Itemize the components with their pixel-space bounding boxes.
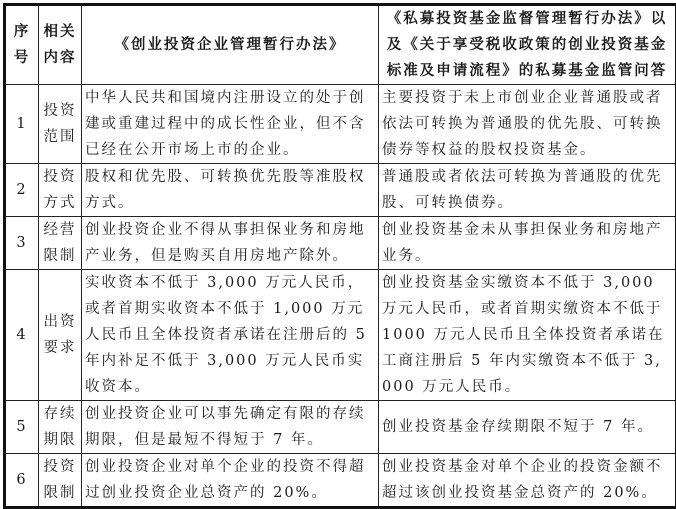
row-right-text: 创业投资基金未从事担保业务和房地产业务。 — [379, 217, 676, 270]
row-no: 5 — [5, 401, 39, 454]
header-col-left: 《创业投资企业管理暂行办法》 — [82, 5, 379, 85]
row-left-text: 创业投资企业对单个企业的投资不得超过创业投资企业总资产的 20%。 — [82, 454, 379, 508]
table-row — [5, 401, 676, 454]
row-right-text: 主要投资于未上市创业企业普通股或者依法可转换为普通股的优先股、可转换债券等权益的股权投资基金。 — [379, 85, 676, 164]
comparison-table — [3, 3, 676, 509]
row-no: 1 — [5, 85, 39, 164]
header-topic: 相关内容 — [39, 5, 82, 85]
row-right-text: 创业投资基金实缴资本不低于 3,000 万元人民币，或者首期实缴资本不低于 1000 万元人民币且全体投资者承诺在工商注册后 5 年内实缴资本不低于 3,000 万元人民币。 — [379, 270, 676, 401]
row-right-text: 创业投资基金对单个企业的投资金额不超过该创业投资基金总资产的 20%。 — [379, 454, 676, 508]
header-row — [5, 5, 676, 85]
table-row — [5, 85, 676, 164]
row-left-text: 创业投资企业不得从事担保业务和房地产业务，但是购买自用房地产除外。 — [82, 217, 379, 270]
row-no: 2 — [5, 164, 39, 217]
row-left-text: 实收资本不低于 3,000 万元人民币，或者首期实收资本不低于 1,000 万元人民币且全体投资者承诺在注册后的 5 年内补足不低于 3,000 万元人民币实收资本。 — [82, 270, 379, 401]
row-no: 4 — [5, 270, 39, 401]
row-topic: 经营限制 — [39, 217, 82, 270]
header-no: 序号 — [5, 5, 39, 85]
row-no: 3 — [5, 217, 39, 270]
table-row — [5, 270, 676, 401]
row-no: 6 — [5, 454, 39, 508]
row-topic: 投资限制 — [39, 454, 82, 508]
table-row — [5, 217, 676, 270]
row-left-text: 中华人民共和国境内注册设立的处于创建或重建过程中的成长性企业，但不含已经在公开市场上市的企业。 — [82, 85, 379, 164]
row-left-text: 创业投资企业可以事先确定有限的存续期限，但是最短不得短于 7 年。 — [82, 401, 379, 454]
row-left-text: 股权和优先股、可转换优先股等准股权方式。 — [82, 164, 379, 217]
row-topic: 投资方式 — [39, 164, 82, 217]
table-row — [5, 454, 676, 508]
row-right-text: 普通股或者依法可转换为普通股的优先股、可转换债券。 — [379, 164, 676, 217]
row-topic: 存续期限 — [39, 401, 82, 454]
table-row — [5, 164, 676, 217]
row-right-text: 创业投资基金存续期限不短于 7 年。 — [379, 401, 676, 454]
row-topic: 出资要求 — [39, 270, 82, 401]
row-topic: 投资范围 — [39, 85, 82, 164]
header-col-right: 《私募投资基金监督管理暂行办法》以及《关于享受税收政策的创业投资基金标准及申请流程》的私募基金监管问答 — [379, 5, 676, 85]
